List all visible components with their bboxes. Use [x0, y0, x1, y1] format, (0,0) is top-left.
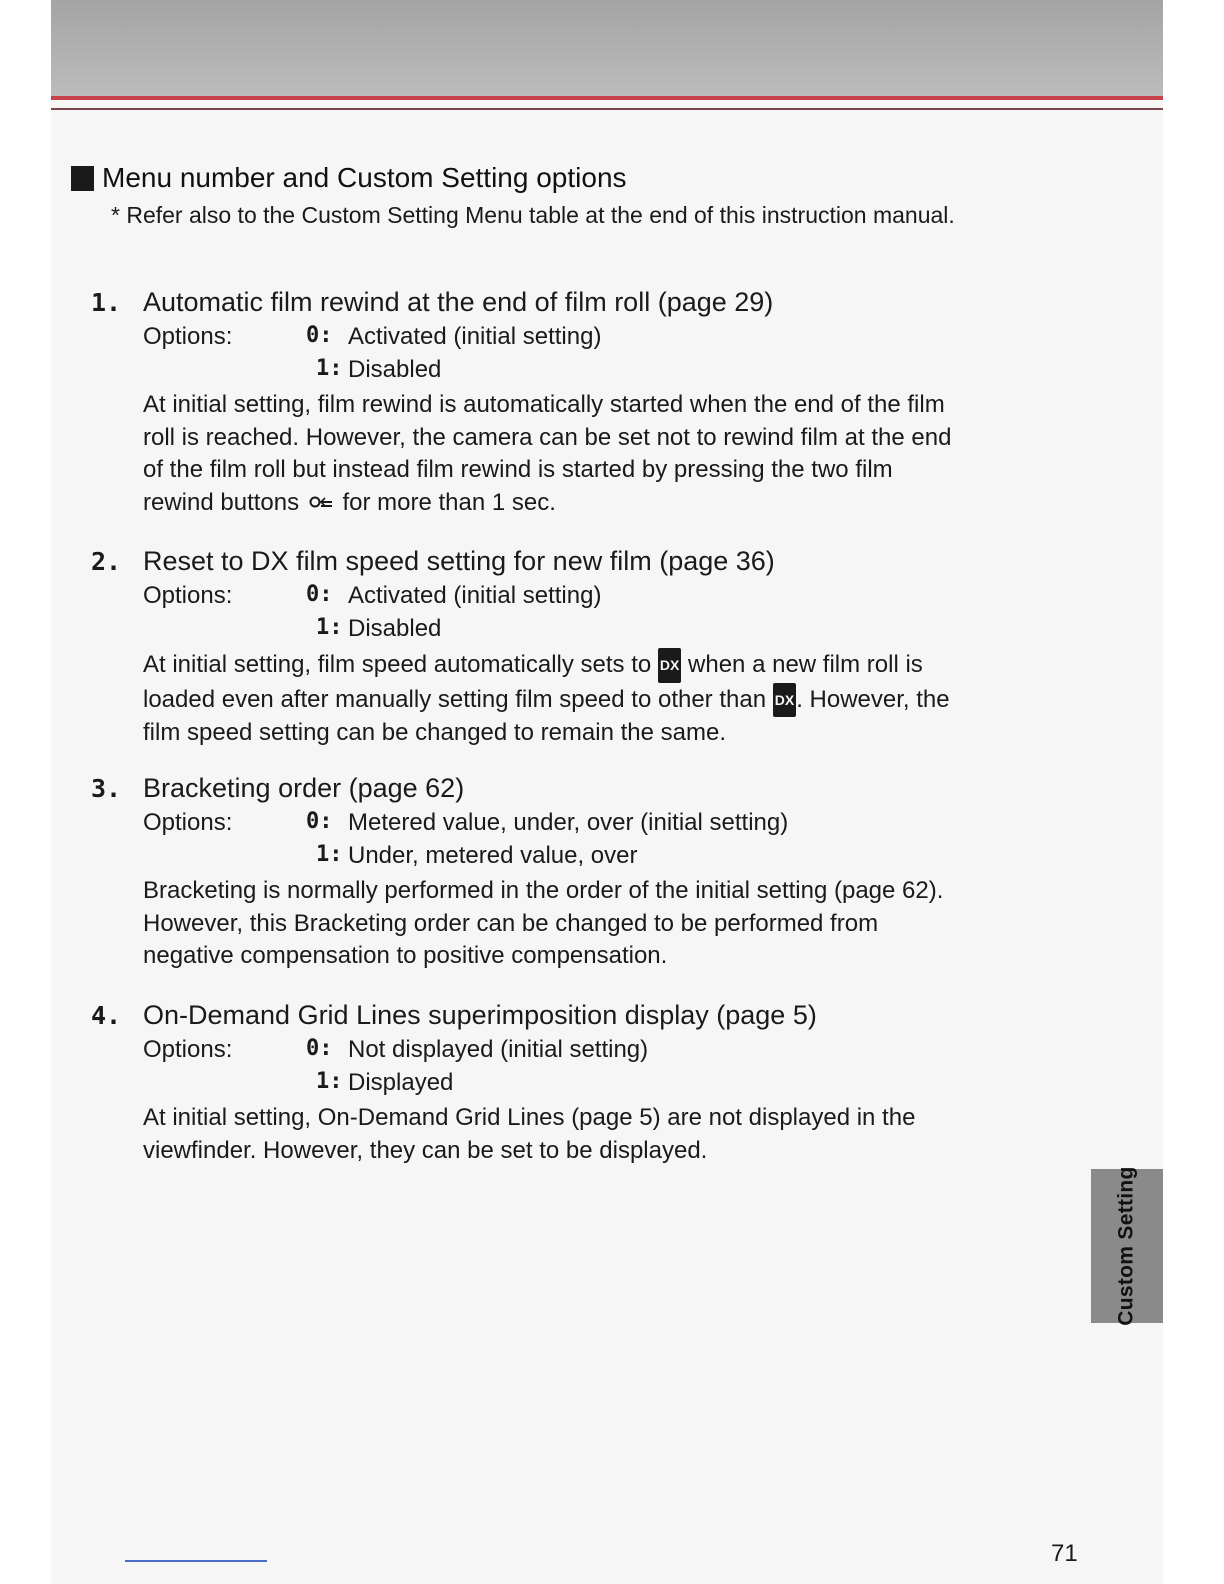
option-text: Not displayed (initial setting): [348, 1036, 649, 1063]
item-title: Automatic film rewind at the end of film roll (page 29): [143, 287, 774, 317]
footer-rule: [125, 1560, 267, 1562]
description-text: . However, the: [796, 685, 950, 713]
manual-page: [51, 0, 1163, 1584]
option-row-0: [91, 809, 1131, 842]
item-number: 3.: [91, 774, 122, 803]
option-code: 0:: [306, 1036, 333, 1061]
item-heading: [91, 287, 1131, 323]
setting-item-3: [91, 773, 1131, 973]
option-code: 1:: [316, 615, 343, 640]
setting-item-1: [91, 287, 1131, 519]
square-bullet-icon: [71, 166, 94, 191]
option-text: Activated (initial setting): [348, 582, 602, 609]
option-text: Disabled: [348, 615, 442, 642]
options-label: Options:: [143, 323, 233, 350]
option-text: Metered value, under, over (initial setting): [348, 809, 789, 836]
item-title: Reset to DX film speed setting for new film (page 36): [143, 546, 775, 576]
description-line: viewfinder. However, they can be set to be displayed.: [143, 1136, 708, 1164]
option-code: 0:: [306, 809, 333, 834]
option-text: Under, metered value, over: [348, 842, 638, 869]
item-heading: [91, 773, 1131, 809]
option-row-0: [91, 323, 1131, 356]
section-title: Menu number and Custom Setting options: [102, 162, 627, 193]
description-text: At initial setting, film speed automatically sets to: [143, 651, 652, 678]
description-line: of the film roll but instead film rewind is started by pressing the two film: [143, 456, 893, 484]
description-line: At initial setting, film rewind is automatically started when the end of the film: [143, 391, 945, 418]
description-line: negative compensation to positive compensation.: [143, 942, 668, 970]
option-row-0: [91, 1036, 1131, 1069]
option-code: 1:: [316, 842, 343, 867]
item-description: [143, 648, 1131, 750]
description-text: loaded even after manually setting film speed to other than: [143, 685, 767, 713]
option-row-1: [91, 1069, 1131, 1102]
option-row-1: [91, 842, 1131, 875]
option-row-1: [91, 615, 1131, 648]
item-heading: [91, 546, 1131, 582]
item-description: [143, 1102, 1131, 1167]
dx-badge-icon: DX: [773, 683, 796, 718]
description-line: film speed setting can be changed to remain the same.: [143, 719, 727, 747]
option-row-1: [91, 356, 1131, 389]
description-line: Bracketing is normally performed in the order of the initial setting (page 62).: [143, 877, 944, 904]
description-text: when a new film roll is: [688, 651, 923, 678]
item-number: 2.: [91, 547, 122, 576]
film-rewind-icon: [309, 492, 333, 512]
side-tab-label: Custom Setting: [1115, 1166, 1138, 1326]
reference-note: * Refer also to the Custom Setting Menu table at the end of this instruction manual.: [111, 202, 955, 228]
description-line: roll is reached. However, the camera can be set not to rewind film at the end: [143, 423, 952, 451]
page-content: [51, 0, 1163, 1584]
section-side-tab: [1091, 1166, 1163, 1326]
option-row-0: [91, 582, 1131, 615]
option-code: 0:: [306, 323, 333, 348]
setting-item-2: [91, 546, 1131, 750]
option-text: Displayed: [348, 1069, 454, 1096]
description-line: However, this Bracketing order can be changed to be performed from: [143, 909, 879, 937]
description-text: rewind buttons: [143, 488, 300, 516]
dx-badge-icon: DX: [658, 648, 681, 683]
options-label: Options:: [143, 1036, 233, 1063]
item-number: 1.: [91, 288, 122, 317]
description-line: [143, 648, 1131, 683]
options-label: Options:: [143, 582, 233, 609]
item-heading: [91, 1000, 1131, 1036]
options-label: Options:: [143, 809, 233, 836]
option-text: Activated (initial setting): [348, 323, 602, 350]
section-heading: [71, 162, 627, 194]
item-number: 4.: [91, 1001, 122, 1030]
item-description: [143, 389, 1131, 519]
description-text: for more than 1 sec.: [342, 488, 556, 516]
description-line: [143, 487, 1131, 520]
item-title: Bracketing order (page 62): [143, 773, 465, 803]
page-number: 71: [1051, 1540, 1078, 1567]
item-title: On-Demand Grid Lines superimposition display (page 5): [143, 1000, 817, 1030]
description-line: [143, 683, 1131, 718]
option-code: 0:: [306, 582, 333, 607]
option-code: 1:: [316, 356, 343, 381]
item-description: [143, 875, 1131, 973]
setting-item-4: [91, 1000, 1131, 1167]
description-line: At initial setting, On-Demand Grid Lines (page 5) are not displayed in the: [143, 1104, 916, 1131]
option-code: 1:: [316, 1069, 343, 1094]
option-text: Disabled: [348, 356, 442, 383]
